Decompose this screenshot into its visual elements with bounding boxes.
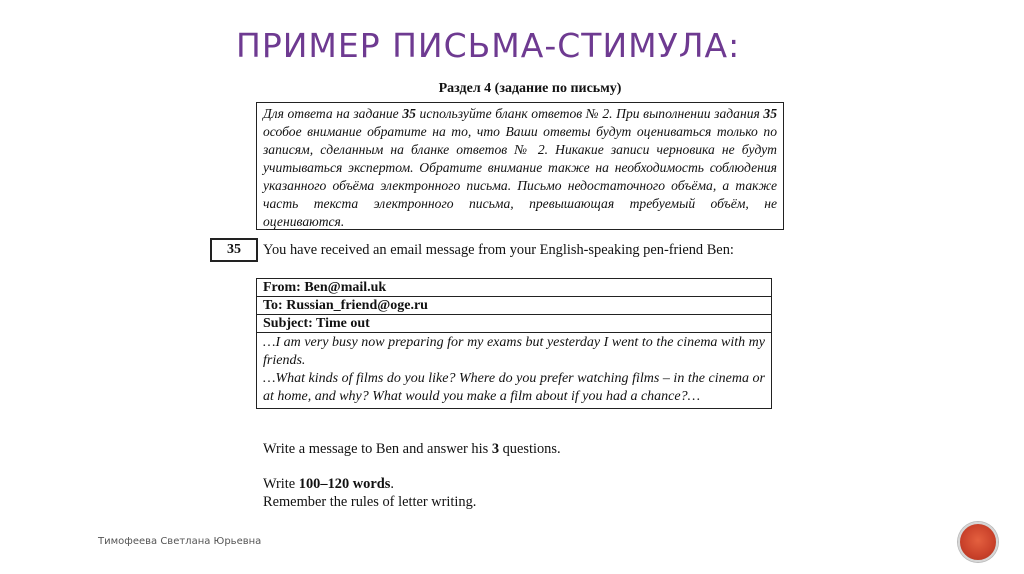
questions-count: 3: [491, 441, 500, 457]
section-heading: Раздел 4 (задание по письму): [438, 81, 622, 96]
write-message-pre: Write a message to Ben and answer his: [263, 441, 492, 457]
slide-title: ПРИМЕР ПИСЬМА-СТИМУЛА:: [236, 26, 741, 65]
instruction-box: [256, 102, 784, 230]
word-count-instruction: [263, 476, 394, 493]
instruction-text-part3: особое внимание обратите на то, что Ваши ответы будут оцениваться только по записям, сделанным на бланке ответов № 2. Никакие записи черновика не будут учитываться экспертом. Обратите внимание также на необходимость соблюдения указанного объёма электронного письма. Письмо недостаточного объёма, а также часть текста электронного письма, превышающая требуемый объём, не оцениваются.: [263, 124, 777, 229]
email-body-paragraph-2: …What kinds of films do you like? Where do you prefer watching films – in the cinema or at home, and why? What would you make a film about if you had a chance?…: [263, 371, 765, 404]
email-table: [256, 278, 772, 409]
word-count-range: 100–120 words: [298, 476, 391, 492]
instruction-text-part1: Для ответа на задание: [263, 106, 403, 121]
author-name: Тимофеева Светлана Юрьевна: [98, 536, 262, 547]
email-subject-row: [257, 315, 772, 333]
email-to-row: [257, 297, 772, 315]
email-body-paragraph-1: …I am very busy now preparing for my exams but yesterday I went to the cinema with my friends.: [263, 335, 765, 368]
email-to: To: Russian_friend@oge.ru: [257, 297, 772, 315]
word-count-pre: Write: [263, 476, 299, 492]
task-prompt: You have received an email message from your English-speaking pen-friend Ben:: [263, 242, 734, 258]
remember-rules-text: Remember the rules of letter writing.: [263, 494, 477, 510]
instruction-task-number-2: 35: [763, 106, 778, 121]
email-subject: Subject: Time out: [257, 315, 772, 333]
email-body: [257, 333, 772, 409]
word-count-post: .: [390, 476, 394, 492]
task-number-box: 35: [210, 238, 258, 262]
email-body-row: [257, 333, 772, 409]
email-from-row: [257, 279, 772, 297]
write-message-instruction: [263, 441, 561, 458]
write-message-post: questions.: [499, 441, 561, 457]
email-from: From: Ben@mail.uk: [257, 279, 772, 297]
slide-badge-circle: [958, 522, 998, 562]
instruction-task-number-1: 35: [402, 106, 416, 121]
instruction-text-part2: используйте бланк ответов № 2. При выполнении задания: [415, 106, 764, 121]
